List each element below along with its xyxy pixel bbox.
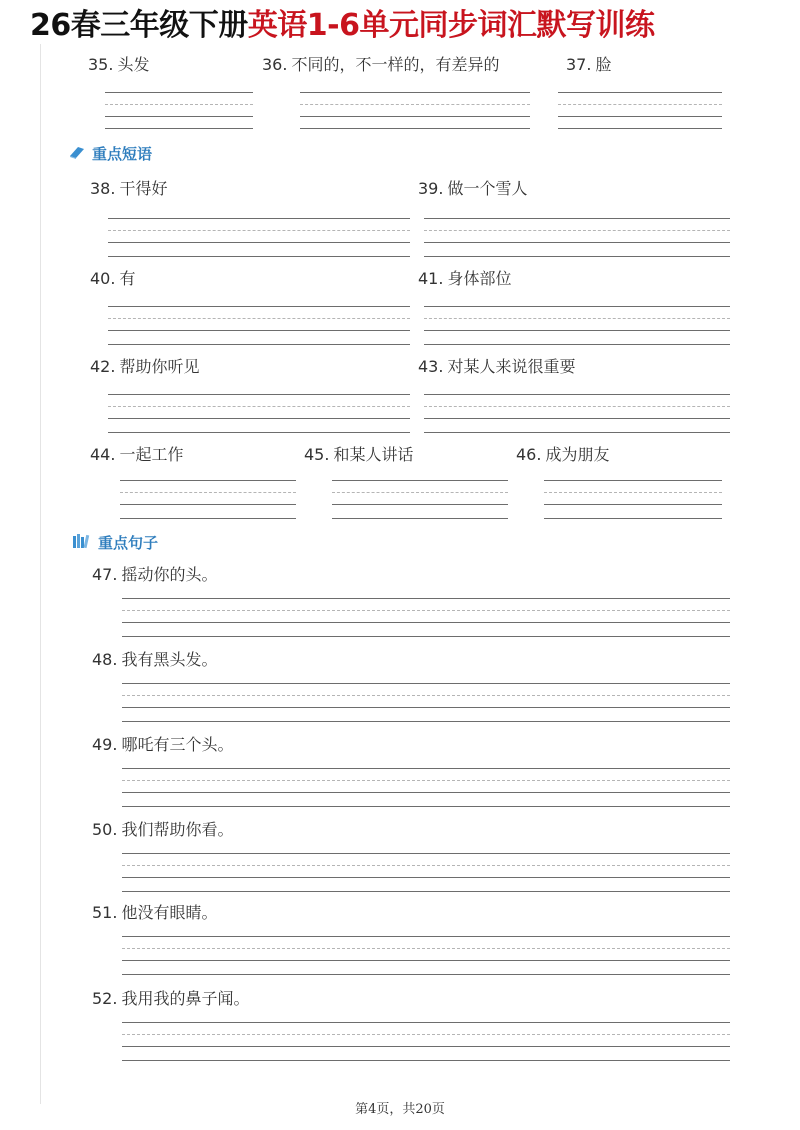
phrase-item-42: 42. 帮助你听见 [90, 357, 200, 376]
word-item-36: 36. 不同的，不一样的，有差异的 [262, 55, 500, 74]
section-phrases-heading: 重点短语 [68, 143, 152, 164]
phrase-item-43: 43. 对某人来说很重要 [418, 357, 576, 376]
title-subject: 英语1-6单元同步词汇默写训练 [247, 8, 655, 43]
phrase-item-38: 38. 干得好 [90, 179, 168, 198]
phrase-item-41: 41. 身体部位 [418, 269, 512, 288]
sentence-item-51: 51. 他没有眼睛。 [92, 903, 218, 922]
phrase-item-46: 46. 成为朋友 [516, 445, 610, 464]
sentence-item-48: 48. 我有黑头发。 [92, 650, 218, 669]
section-sentences-heading: 重点句子 [72, 532, 158, 553]
word-item-37: 37. 脸 [566, 55, 612, 74]
page-title [30, 6, 654, 46]
phrase-item-39: 39. 做一个雪人 [418, 179, 528, 198]
sentence-item-49: 49. 哪吒有三个头。 [92, 735, 234, 754]
books-icon [72, 533, 92, 553]
title-grade: 26春三年级下册 [30, 8, 248, 43]
phrase-item-45: 45. 和某人讲话 [304, 445, 414, 464]
word-item-35: 35. 头发 [88, 55, 150, 74]
sentence-item-47: 47. 摇动你的头。 [92, 565, 218, 584]
phrase-item-40: 40. 有 [90, 269, 136, 288]
sentence-item-50: 50. 我们帮助你看。 [92, 820, 234, 839]
phrase-item-44: 44. 一起工作 [90, 445, 184, 464]
book-icon [68, 144, 86, 164]
page-number-footer: 第4页，共20页 [355, 1102, 445, 1117]
sentence-item-52: 52. 我用我的鼻子闻。 [92, 989, 250, 1008]
